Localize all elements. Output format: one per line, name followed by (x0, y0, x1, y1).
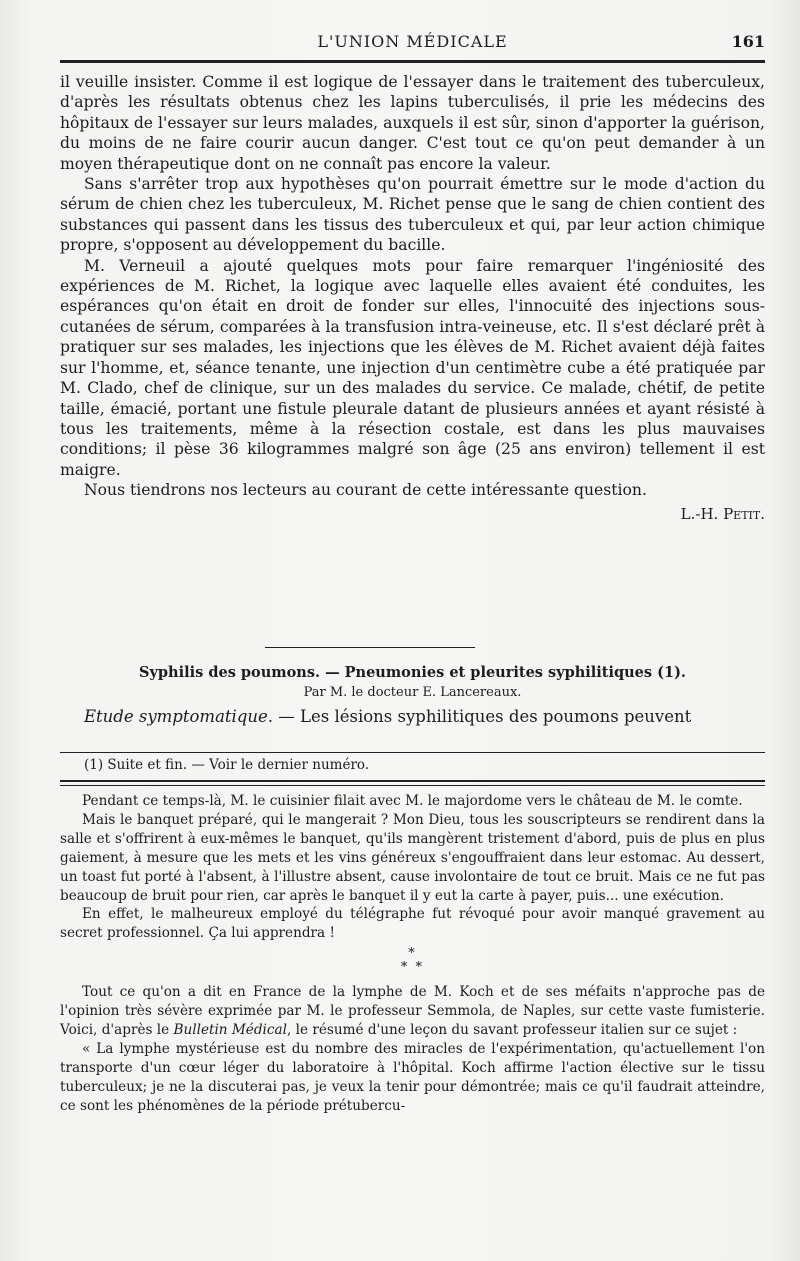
byline-text: Par M. le docteur E. Lancereaux. (303, 685, 522, 700)
article-opening (60, 706, 765, 728)
paragraph: Sans s'arrêter trop aux hypothèses qu'on pourrait émettre sur le mode d'action du sérum de chien chez les tuberculeux, M. Richet pense que le sang de chien contient des substances qui passent dans les tissus des tuberculeux et qui, par leur action chimique propre, s'opposent au développement du bacille. (60, 175, 765, 255)
article-section (60, 664, 765, 728)
header-rule (60, 60, 765, 63)
feuilleton-rule (60, 780, 765, 782)
footnote-rule (60, 752, 765, 753)
feuilleton-rule-2 (60, 785, 765, 786)
opening-line: — Les lésions syphilitiques des poumons peuvent (273, 707, 692, 726)
paragraph: Nous tiendrons nos lecteurs au courant de cette intéressante question. (84, 481, 647, 500)
paragraph-continued: il veuille insister. Comme il est logique de l'essayer dans le traitement des tuberculeux, d'après les résultats obtenus chez les lapins tuberculisés, il prie les médecins des hôpitaux de l'essayer sur leurs malades, auxquels il est sûr, sinon d'apporter la guérison, du moins de ne faire courir aucun danger. C'est tout ce qu'on peut demander à un moyen thérapeutique dont on ne connaît pas encore la valeur. (60, 73, 765, 173)
section-heading: Etude symptomatique. (84, 707, 274, 726)
page-number: 161 (731, 32, 765, 51)
koch-text-b: , le résumé d'une leçon du savant professeur italien sur ce sujet : (286, 1022, 738, 1039)
paragraph: Pendant ce temps-là, M. le cuisinier filait avec M. le majordome vers le château de M. le comte. (82, 793, 743, 809)
footnote: (1) Suite et fin. — Voir le dernier numéro. (84, 757, 370, 773)
article-title: Syphilis des poumons. — Pneumonies et pleurites syphilitiques (1). (139, 664, 686, 681)
running-title: L'UNION MÉDICALE (317, 32, 508, 51)
paragraph: Mais le banquet préparé, qui le mangerait ? Mon Dieu, tous les souscripteurs se rendirent dans la salle et s'offrirent à eux-mêmes le banquet, qu'ils mangèrent tristement d'abord, puis de plus en plus gaiement, à mesure que les mets et les vins généreux s'engouffraient dans leur estomac. Au dessert, un toast fut porté à l'absent, à l'illustre absent, cause involontaire de tout ce bruit. Mais ce ne fut pas beaucoup de bruit pour rien, car après le banquet il y eut la carte à payer, puis... une exécution. (60, 811, 765, 904)
paragraph: En effet, le malheureux employé du télégraphe fut révoqué pour avoir manqué gravement au secret professionnel. Ça lui apprendra ! (60, 906, 765, 942)
koch-text-a: Tout ce qu'on a dit en France de la lymphe de M. Koch et de ses méfaits n'approche pas de l'opinion très sévère exprimée par M. le professeur Semmola, de Naples, sur cette vaste fumisterie. Voici, d'après le (60, 984, 765, 1039)
title-rule (265, 647, 475, 648)
bulletin-title: Bulletin Médical (173, 1022, 287, 1039)
section-1 (60, 72, 765, 523)
asterism: * * * (400, 946, 425, 976)
paragraph: M. Verneuil a ajouté quelques mots pour faire remarquer l'ingéniosité des expériences de M. Richet, la logique avec laquelle elles avaient été conduites, les espérances qu'on était en droit de fonder sur elles, l'innocuité des injections sous-cutanées de sérum, comparées à la transfusion intra-veineuse, etc. Il s'est déclaré prêt à pratiquer sur ses malades, les injections que les élèves de M. Richet avaient déjà faites sur l'homme, et, séance tenante, une injection d'un centimètre cube a été pratiquée par M. Clado, chef de clinique, sur un des malades du service. Ce malade, chétif, de petite taille, émacié, portant une fistule pleurale datant de plusieurs années et ayant résisté à tous les traitements, même à la résection costale, est dans les plus mauvaises conditions; il pèse 36 kilogrammes malgré son âge (25 ans environ) tellement il est maigre. (60, 256, 765, 479)
paragraph: « La lymphe mystérieuse est du nombre des miracles de l'expérimentation, qu'actuellement l'on transporte d'un cœur léger du laboratoire à l'hôpital. Koch affirme l'action élective sur le tissu tuberculeux; je ne la discuterai pas, je veux la tenir pour démontrée; mais ce qu'il faudrait atteindre, ce sont les phénomènes de la période prétubercu- (60, 1040, 765, 1114)
byline (60, 685, 765, 700)
signature: L.-H. Petit. (680, 504, 765, 523)
page-header (60, 30, 765, 56)
paragraph (60, 983, 765, 1040)
footnote-block (60, 756, 765, 774)
section-2 (60, 792, 765, 1116)
